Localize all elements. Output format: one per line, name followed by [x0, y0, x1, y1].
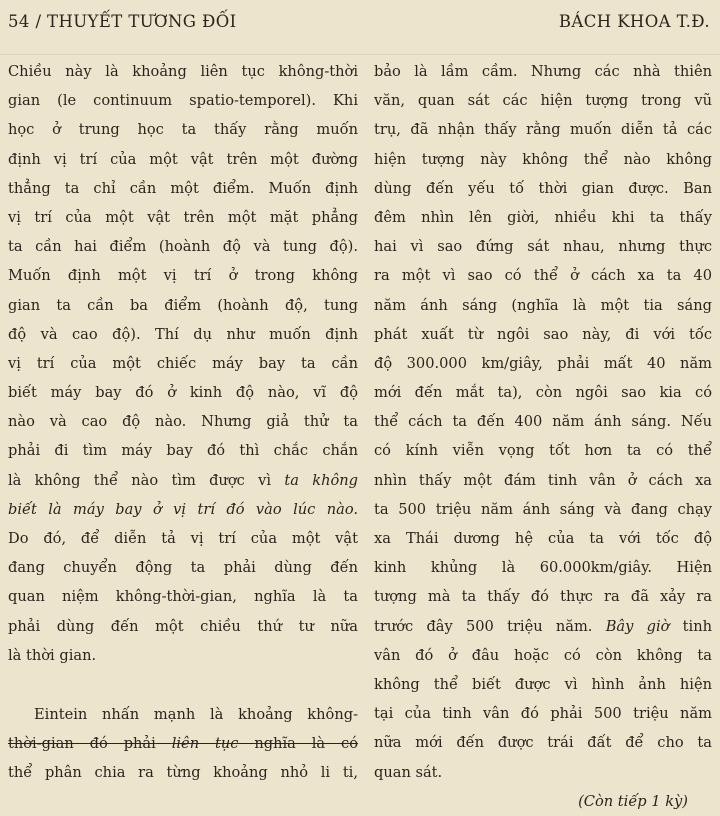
text-segment: trước đây 500 triệu năm. — [374, 617, 593, 635]
text-line: thể phân chia ra từng khoảng nhỏ li ti, — [8, 764, 358, 782]
text-line: vị trí của một vật trên một mặt phẳng — [8, 208, 358, 226]
text-line — [8, 466, 358, 495]
text-line: phát xuất từ ngôi sao này, đi với tốc — [374, 325, 712, 343]
text-line: kinh khủng là 60.000km/giây. Hiện — [374, 559, 712, 577]
text-line: dùng đến yếu tố thời gian được. Ban — [374, 179, 712, 197]
text-line — [374, 612, 712, 641]
header-publication: BÁCH KHOA T.Đ. — [558, 12, 710, 31]
text-line: hiện tượng này không thể nào không — [374, 150, 712, 168]
text-line: thể cách ta đến 400 năm ánh sáng. Nếu — [374, 413, 712, 431]
text-line: Eintein nhấn mạnh là khoảng không- — [34, 705, 358, 723]
left-column — [8, 57, 358, 788]
header-rule — [0, 54, 720, 55]
text-line: gian (le continuum spatio-temporel). Khi — [8, 92, 358, 110]
text-segment: thời-gian đó phải — [8, 735, 156, 753]
text-line: độ và cao độ). Thí dụ như muốn định — [8, 325, 358, 343]
text-line: thẳng ta chỉ cần một điểm. Muốn định — [8, 179, 358, 197]
text-line: trụ, đã nhận thấy rằng muốn diễn tả các — [374, 121, 712, 139]
text-line: học ở trung học ta thấy rằng muốn — [8, 121, 358, 139]
header-chapter-title: 54 / THUYẾT TƯƠNG ĐỐI — [8, 12, 237, 31]
italic-segment: ta không — [284, 471, 358, 489]
text-line: năm ánh sáng (nghĩa là một tia sáng — [374, 296, 712, 314]
text-line: tượng mà ta thấy đó thực ra đã xảy ra — [374, 588, 712, 606]
text-line: ra một vì sao có thể ở cách xa ta 40 — [374, 267, 712, 285]
page-header — [8, 8, 710, 38]
text-line: độ 300.000 km/giây, phải mất 40 năm — [374, 354, 712, 372]
text-line: bảo là lầm cầm. Nhưng các nhà thiên — [374, 63, 712, 80]
text-line: quan niệm không-thời-gian, nghĩa là ta — [8, 588, 358, 606]
text-line: nào và cao độ nào. Nhưng giả thử ta — [8, 413, 358, 431]
text-line: nhìn thấy một đám tinh vân ở cách xa — [374, 471, 712, 489]
italic-segment: Bây giờ — [605, 617, 670, 635]
text-line: tại của tinh vân đó phải 500 triệu năm — [374, 705, 712, 723]
text-segment: nghĩa là có — [254, 735, 358, 753]
text-line: mới đến mắt ta), còn ngôi sao kia có — [374, 384, 712, 402]
text-line: nữa mới đến được trái đất để cho ta — [374, 734, 712, 752]
text-line: xa Thái dương hệ của ta với tốc độ — [374, 530, 712, 547]
text-line: là thời gian. — [8, 646, 97, 664]
text-line: hai vì sao đứng sát nhau, nhưng thực — [374, 238, 712, 256]
text-segment: tinh — [682, 617, 712, 635]
text-line — [8, 729, 358, 758]
text-line: đang chuyển động ta phải dùng đến — [8, 559, 358, 577]
text-line: vị trí của một chiếc máy bay ta cần — [8, 354, 358, 372]
text-line: Chiều này là khoảng liên tục không-thời — [8, 63, 358, 80]
text-line: đêm nhìn lên giời, nhiều khi ta thấy — [374, 208, 712, 226]
text-line: quan sát. — [374, 763, 443, 781]
continued-note: (Còn tiếp 1 kỳ) — [578, 792, 688, 810]
text-line: phải dùng đến một chiều thứ tư nữa — [8, 617, 358, 635]
text-line: ta cần hai điểm (hoành độ và tung độ). — [8, 238, 358, 256]
text-line: văn, quan sát các hiện tượng trong vũ — [374, 92, 712, 110]
text-line: Do đó, để diễn tả vị trí của một vật — [8, 530, 358, 547]
text-line: có kính viễn vọng tốt hơn ta có thể — [374, 442, 712, 460]
text-segment: là không thể nào tìm được vì — [8, 471, 272, 489]
text-line: định vị trí của một vật trên một đường — [8, 150, 358, 168]
italic-segment: liên tục — [171, 735, 239, 753]
paragraph-gap — [8, 670, 358, 700]
text-line: biết máy bay đó ở kinh độ nào, vĩ độ — [8, 384, 358, 402]
continued-line — [374, 787, 712, 816]
text-line: vân đó ở đâu hoặc có còn không ta — [374, 646, 712, 664]
text-line: biết là máy bay ở vị trí đó vào lúc nào. — [8, 500, 358, 518]
text-line: ta 500 triệu năm ánh sáng và đang chạy — [374, 500, 712, 518]
text-line: không thể biết được vì hình ảnh hiện — [374, 675, 712, 693]
text-line: phải đi tìm máy bay đó thì chắc chắn — [8, 442, 358, 460]
right-column — [374, 57, 712, 816]
text-line: Muốn định một vị trí ở trong không — [8, 267, 358, 285]
text-line: gian ta cần ba điểm (hoành độ, tung — [8, 296, 358, 314]
